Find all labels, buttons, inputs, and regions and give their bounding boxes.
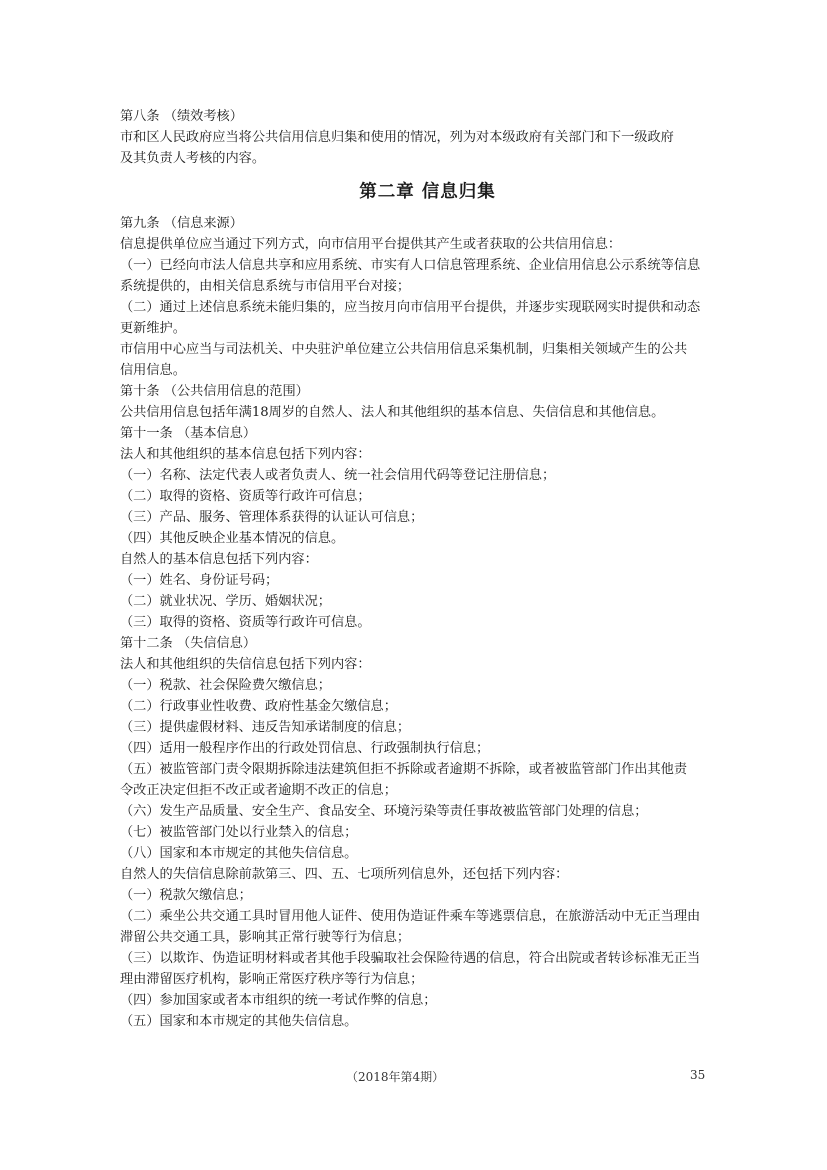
paragraph: 法人和其他组织的失信信息包括下列内容： [120,657,371,672]
paragraph: 系统提供的，由相关信息系统与市信用平台对接； [120,279,411,294]
list-item: （一）税款欠缴信息； [120,888,252,903]
list-item: （六）发生产品质量、安全生产、食品安全、环境污染等责任事故被监管部门处理的信息； [120,804,648,819]
page-number: 35 [690,1068,706,1082]
article-12-heading: 第十二条 （失信信息） [120,636,257,651]
article-9-heading: 第九条 （信息来源） [120,216,243,231]
list-item: （一）名称、法定代表人或者负责人、统一社会信用代码等登记注册信息； [120,468,556,483]
article-11-heading: 第十一条 （基本信息） [120,426,257,441]
article-10-heading: 第十条 （公共信用信息的范围） [120,384,309,399]
document-body [120,106,735,1032]
chapter-title: 第二章 信息归集 [359,182,496,202]
list-item: （二）乘坐公共交通工具时冒用他人证件、使用伪造证件乘车等逃票信息，在旅游活动中无正当理由 [120,909,701,924]
paragraph: （二）通过上述信息系统未能归集的，应当按月向市信用平台提供，并逐步实现联网实时提供和动态 [120,300,701,315]
list-item: （七）被监管部门处以行业禁入的信息； [120,825,358,840]
list-item: （五）国家和本市规定的其他失信信息。 [120,1014,358,1029]
paragraph: 法人和其他组织的基本信息包括下列内容： [120,447,371,462]
paragraph: 自然人的基本信息包括下列内容： [120,552,318,567]
paragraph: （一）已经向市法人信息共享和应用系统、市实有人口信息管理系统、企业信用信息公示系统等信息 [120,258,701,273]
list-item: （三）提供虚假材料、违反告知承诺制度的信息； [120,720,411,735]
list-item: 滞留公共交通工具，影响其正常行驶等行为信息； [120,930,411,945]
list-item: （四）参加国家或者本市组织的统一考试作弊的信息； [120,993,437,1008]
list-item: （三）以欺诈、伪造证明材料或者其他手段骗取社会保险待遇的信息，符合出院或者转诊标准无正当 [120,951,701,966]
issue-label: （2018年第4期） [346,1070,445,1084]
paragraph: 更新维护。 [120,321,186,336]
list-item: （二）行政事业性收费、政府性基金欠缴信息； [120,699,397,714]
list-item: （五）被监管部门责令限期拆除违法建筑但拒不拆除或者逾期不拆除，或者被监管部门作出其他责 [120,762,688,777]
paragraph: 市信用中心应当与司法机关、中央驻沪单位建立公共信用信息采集机制，归集相关领域产生的公共 [120,342,688,357]
article-8-text: 市和区人民政府应当将公共信用信息归集和使用的情况，列为对本级政府有关部门和下一级政府 [120,130,674,145]
list-item: （三）取得的资格、资质等行政许可信息。 [120,615,371,630]
list-item: （四）其他反映企业基本情况的信息。 [120,531,345,546]
list-item: （八）国家和本市规定的其他失信信息。 [120,846,358,861]
paragraph: 信息提供单位应当通过下列方式，向市信用平台提供其产生或者获取的公共信用信息： [120,237,622,252]
list-item: （二）取得的资格、资质等行政许可信息； [120,489,371,504]
list-item: （一）姓名、身份证号码； [120,573,279,588]
list-item: 理由滞留医疗机构，影响正常医疗秩序等行为信息； [120,972,424,987]
list-item: （二）就业状况、学历、婚姻状况； [120,594,331,609]
list-item: （三）产品、服务、管理体系获得的认证认可信息； [120,510,424,525]
paragraph: 信用信息。 [120,363,186,378]
list-item: （一）税款、社会保险费欠缴信息； [120,678,331,693]
article-8-text: 及其负责人考核的内容。 [120,151,266,166]
paragraph: 公共信用信息包括年满18周岁的自然人、法人和其他组织的基本信息、失信信息和其他信息。 [120,405,665,420]
list-item: 令改正决定但拒不改正或者逾期不改正的信息； [120,783,397,798]
list-item: （四）适用一般程序作出的行政处罚信息、行政强制执行信息； [120,741,490,756]
paragraph: 自然人的失信信息除前款第三、四、五、七项所列信息外，还包括下列内容： [120,867,569,882]
article-8-heading: 第八条 （绩效考核） [120,109,243,124]
